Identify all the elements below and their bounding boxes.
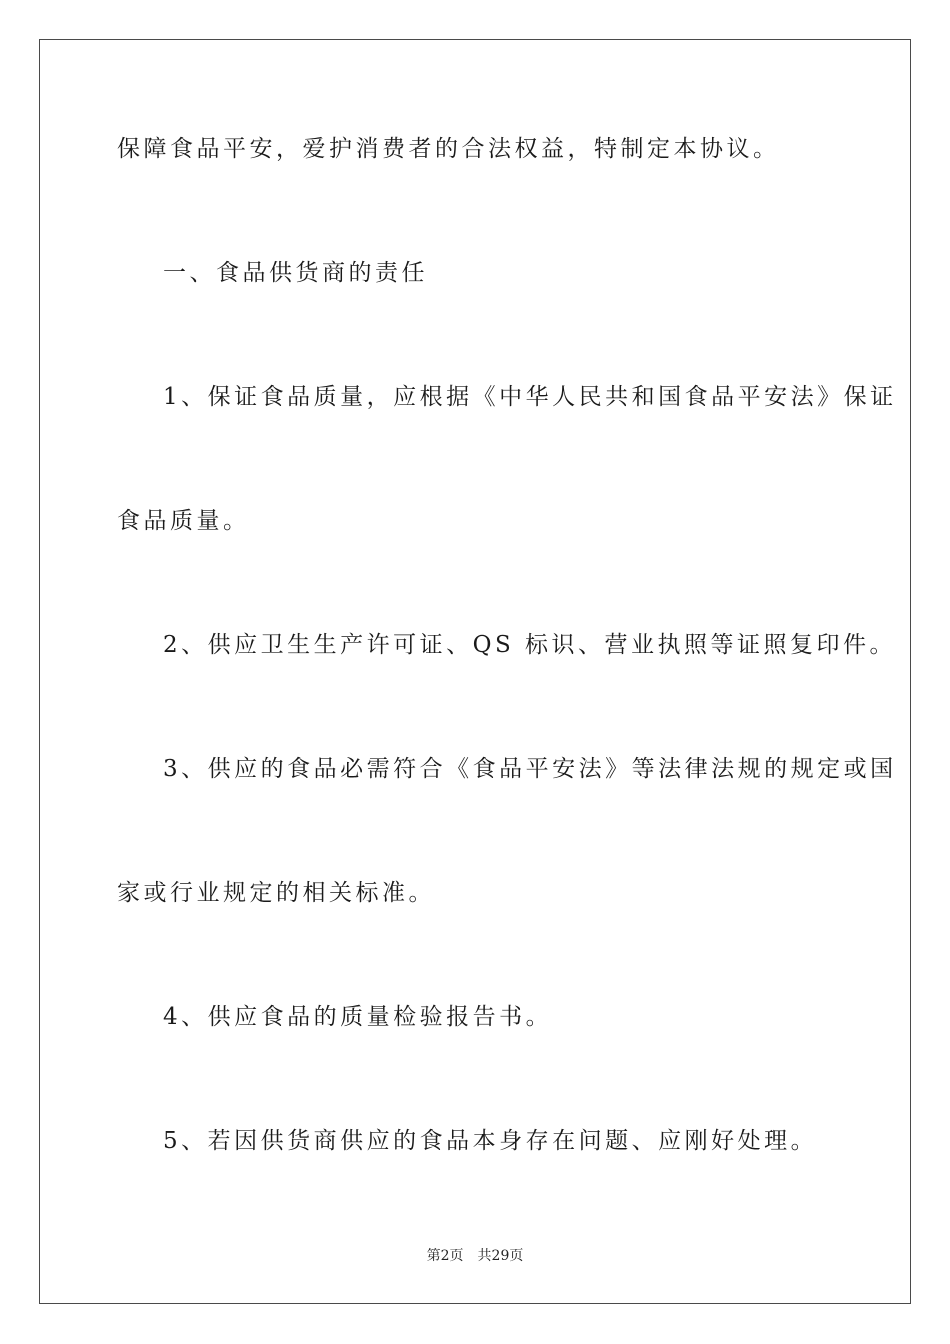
paragraph-line: 4、供应食品的质量检验报告书。 <box>163 1004 553 1030</box>
page-number-current: 第2页 <box>426 1248 464 1264</box>
page-frame <box>39 39 911 1304</box>
paragraph-line: 1、保证食品质量，应根据《中华人民共和国食品平安法》保证 <box>163 384 897 410</box>
paragraph-line: 保障食品平安，爱护消费者的合法权益，特制定本协议。 <box>117 136 780 162</box>
paragraph-line: 食品质量。 <box>117 508 250 534</box>
paragraph-line: 2、供应卫生生产许可证、QS 标识、营业执照等证照复印件。 <box>163 632 897 658</box>
section-heading: 一、食品供货商的责任 <box>163 260 428 286</box>
paragraph-line: 3、供应的食品必需符合《食品平安法》等法律法规的规定或国 <box>163 756 897 782</box>
page-footer <box>0 1246 950 1266</box>
paragraph-line: 家或行业规定的相关标准。 <box>117 880 435 906</box>
paragraph-line: 5、若因供货商供应的食品本身存在问题、应刚好处理。 <box>163 1128 818 1154</box>
page-number-total: 共29页 <box>477 1248 524 1264</box>
